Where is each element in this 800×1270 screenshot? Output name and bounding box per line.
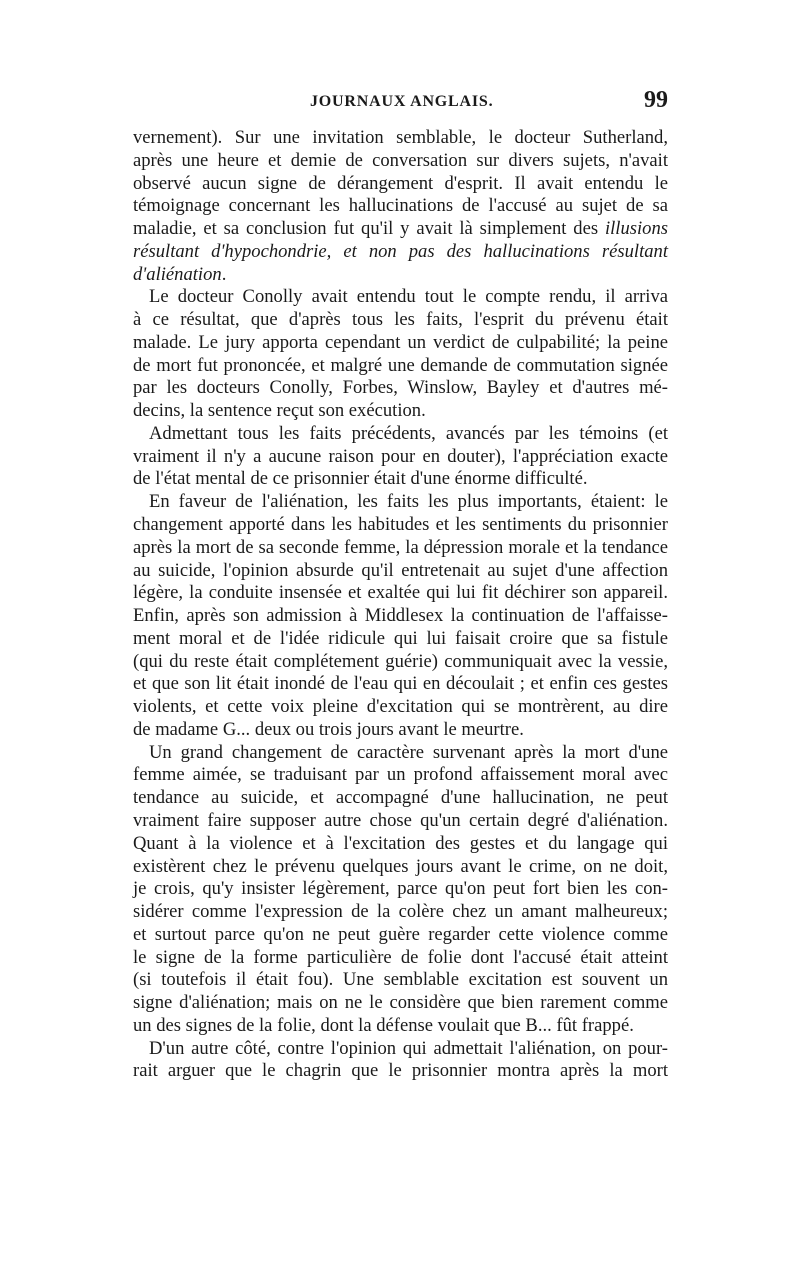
text-segment: vraiment faire supposer autre chose qu'un certain degré d'aliénation. <box>133 809 668 831</box>
text-line <box>133 605 668 628</box>
text-segment: signe d'aliénation; mais on ne le considère que bien rarement comme <box>133 992 668 1014</box>
text-line <box>133 491 668 514</box>
text-line <box>133 651 668 674</box>
text-line <box>133 1038 668 1061</box>
text-line <box>133 377 668 400</box>
text-segment: par les docteurs Conolly, Forbes, Winslow, Bayley et d'autres mé- <box>133 377 668 399</box>
text-line <box>133 1015 668 1038</box>
body-text <box>133 127 668 1083</box>
text-line <box>133 901 668 924</box>
text-segment: ment moral et de l'idée ridicule qui lui faisait croire que sa fistule <box>133 627 668 649</box>
text-segment: à ce résultat, que d'après tous les faits, l'esprit du prévenu était <box>133 309 668 331</box>
text-segment: le signe de la forme particulière de folie dont l'accusé était atteint <box>133 946 668 968</box>
text-segment: Le docteur Conolly avait entendu tout le compte rendu, il arriva <box>149 286 668 308</box>
text-segment: légère, la conduite insensée et exaltée qui lui fit déchirer son appareil. <box>133 582 668 604</box>
text-segment: de madame G... deux ou trois jours avant le meurtre. <box>133 718 524 740</box>
text-line <box>133 400 668 423</box>
italic-text: d'aliénation <box>133 263 222 285</box>
text-line <box>133 696 668 719</box>
text-line <box>133 355 668 378</box>
page-header <box>133 87 668 123</box>
text-segment: au suicide, l'opinion absurde qu'il entretenait au sujet d'une affection <box>133 559 668 581</box>
text-line <box>133 173 668 196</box>
text-line <box>133 582 668 605</box>
text-segment: Un grand changement de caractère survenant après la mort d'une <box>149 741 668 763</box>
text-line <box>133 468 668 491</box>
text-segment: violents, et cette voix pleine d'excitation qui se montrèrent, au dire <box>133 696 668 718</box>
text-line <box>133 195 668 218</box>
text-line <box>133 992 668 1015</box>
text-segment: sidérer comme l'expression de la colère chez un amant malheureux; <box>133 901 668 923</box>
text-segment: après la mort de sa seconde femme, la dépression morale et la tendance <box>133 536 668 558</box>
text-line <box>133 628 668 651</box>
text-segment: après une heure et demie de conversation sur divers sujets, n'avait <box>133 149 668 171</box>
text-line <box>133 856 668 879</box>
text-segment: un des signes de la folie, dont la défense voulait que B... fût frappé. <box>133 1014 634 1036</box>
text-line <box>133 878 668 901</box>
text-segment: témoignage concernant les hallucinations de l'accusé au sujet de sa <box>133 195 668 217</box>
text-line <box>133 833 668 856</box>
text-line <box>133 719 668 742</box>
text-segment: changement apporté dans les habitudes et les sentiments du prisonnier <box>133 514 668 536</box>
text-segment: Quant à la violence et à l'excitation des gestes et du langage qui <box>133 832 668 854</box>
text-line <box>133 150 668 173</box>
text-line <box>133 764 668 787</box>
text-segment: (qui du reste était complétement guérie) communiquait avec la vessie, <box>133 650 668 672</box>
text-line <box>133 810 668 833</box>
text-line <box>133 924 668 947</box>
text-line <box>133 264 668 287</box>
text-line <box>133 332 668 355</box>
text-segment: femme aimée, se traduisant par un profond affaissement moral avec <box>133 764 668 786</box>
text-segment: Admettant tous les faits précédents, avancés par les témoins (et <box>149 422 668 444</box>
page-number: 99 <box>644 87 668 113</box>
text-segment: D'un autre côté, contre l'opinion qui admettait l'aliénation, on pour- <box>149 1037 668 1059</box>
text-segment: observé aucun signe de dérangement d'esprit. Il avait entendu le <box>133 172 668 194</box>
text-line <box>133 218 668 241</box>
text-segment: et surtout parce qu'on ne peut guère regarder cette violence comme <box>133 923 668 945</box>
running-title: JOURNAUX ANGLAIS. <box>310 93 494 110</box>
text-segment: rait arguer que le chagrin que le prisonnier montra après la mort <box>133 1060 668 1082</box>
text-line <box>133 560 668 583</box>
text-segment: vraiment il n'y a aucune raison pour en douter), l'appréciation exacte <box>133 445 668 467</box>
text-segment: et que son lit était inondé de l'eau qui en découlait ; et enfin ces gestes <box>133 673 668 695</box>
text-line <box>133 446 668 469</box>
text-segment: de mort fut prononcée, et malgré une demande de commutation signée <box>133 354 668 376</box>
italic-text: illusions <box>604 218 668 240</box>
text-line <box>133 514 668 537</box>
text-line <box>133 286 668 309</box>
text-line <box>133 309 668 332</box>
text-segment: je crois, qu'y insister légèrement, parce qu'on peut fort bien les con- <box>133 878 668 900</box>
text-segment: decins, la sentence reçut son exécution. <box>133 400 426 422</box>
text-segment: Enfin, après son admission à Middlesex la continuation de l'affaisse- <box>133 605 668 627</box>
text-line <box>133 947 668 970</box>
text-line <box>133 787 668 810</box>
text-line <box>133 1060 668 1083</box>
text-segment: maladie, et sa conclusion fut qu'il y avait là simplement des <box>133 218 605 240</box>
italic-text: résultant d'hypochondrie, et non pas des hallucinations résultant <box>133 240 668 262</box>
text-segment: tendance au suicide, et accompagné d'une hallucination, ne peut <box>133 787 668 809</box>
text-line <box>133 969 668 992</box>
text-line <box>133 127 668 150</box>
text-segment: . <box>221 263 227 285</box>
text-segment: de l'état mental de ce prisonnier était d'une énorme difficulté. <box>133 468 588 490</box>
text-line <box>133 537 668 560</box>
text-segment: En faveur de l'aliénation, les faits les plus importants, étaient: le <box>149 491 668 513</box>
text-line <box>133 673 668 696</box>
text-line <box>133 423 668 446</box>
text-segment: malade. Le jury apporta cependant un verdict de culpabilité; la peine <box>133 331 668 353</box>
text-segment: existèrent chez le prévenu quelques jours avant le crime, on ne doit, <box>133 855 668 877</box>
text-line <box>133 241 668 264</box>
text-segment: (si toutefois il était fou). Une semblable excitation est souvent un <box>133 969 668 991</box>
text-line <box>133 742 668 765</box>
text-segment: vernement). Sur une invitation semblable, le docteur Sutherland, <box>133 127 668 148</box>
